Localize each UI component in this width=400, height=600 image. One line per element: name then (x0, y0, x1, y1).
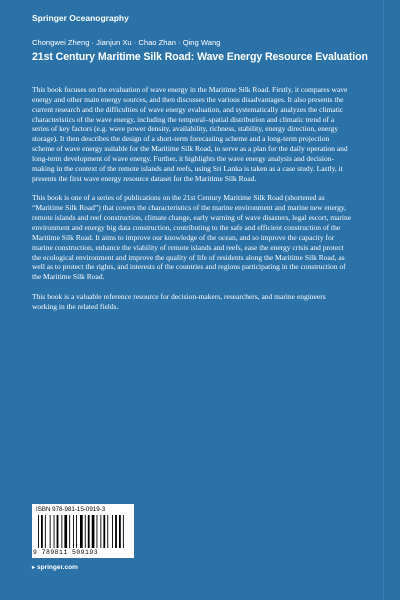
barcode-bars (38, 515, 128, 548)
isbn-label: ISBN 978-981-15-0919-3 (36, 506, 106, 513)
author-list: Chongwei Zheng · Jianjun Xu · Chao Zhan · Qing Wang (32, 38, 221, 47)
barcode-digits: 9 789811 509193 (33, 549, 99, 556)
barcode (32, 504, 134, 558)
blurb-paragraph: This book is a valuable reference resource for decision-makers, researchers, and marine engineers working in the related fields. (32, 292, 326, 311)
blurb (32, 85, 352, 322)
arrow-icon: ▸ (32, 565, 36, 571)
spine-edge (383, 0, 400, 600)
website-text: springer.com (37, 564, 78, 571)
series-name: Springer Oceanography (32, 13, 129, 23)
book-title: 21st Century Maritime Silk Road: Wave Energy Resource Evaluation (32, 51, 368, 63)
website-link[interactable] (32, 564, 78, 571)
blurb-paragraph: This book focuses on the evaluation of wave energy in the Maritime Silk Road. Firstly, it compares wave energy and other main energy sources, and then discusses the various disadvantages. It also presents the current research and the difficulties of wave energy evaluation, and systematically analyzes the climatic characteristics of the wave energy, including the temporal–spatial distribution and climatic trend of a series of key factors (e.g. wave power density, availability, richness, stability, energy direction, energy storage). It then describes the design of a short-term forecasting scheme and a long-term projection scheme of wave energy suitable for the Maritime Silk Road, to serve as a plan for the daily operation and long-term development of wave energy. Further, it highlights the wave energy analysis and decision-making in the context of the remote islands and reefs, using Sri Lanka is taken as a case study. Lastly, it presents the first wave energy resource dataset for the Maritime Silk Road. (32, 85, 348, 183)
blurb-paragraph: This book is one of a series of publications on the 21st Century Maritime Silk Road (shortened as “Maritime Silk Road”) that covers the characteristics of the marine environment and marine new energy, remote islands and reef construction, climate change, early warning of wave disasters, legal escort, marine environment and energy big data construction, contributing to the safe and efficient construction of the Maritime Silk Road. It aims to improve our knowledge of the ocean, and so improve the capacity for marine construction, enhance the viability of remote islands and reefs, ease the energy crisis and protect the ecological environment and improve the quality of life of residents along the Maritime Silk Road, as well as to protect the rights, and interests of the countries and regions participating in the construction of the Maritime Silk Road. (32, 193, 352, 282)
